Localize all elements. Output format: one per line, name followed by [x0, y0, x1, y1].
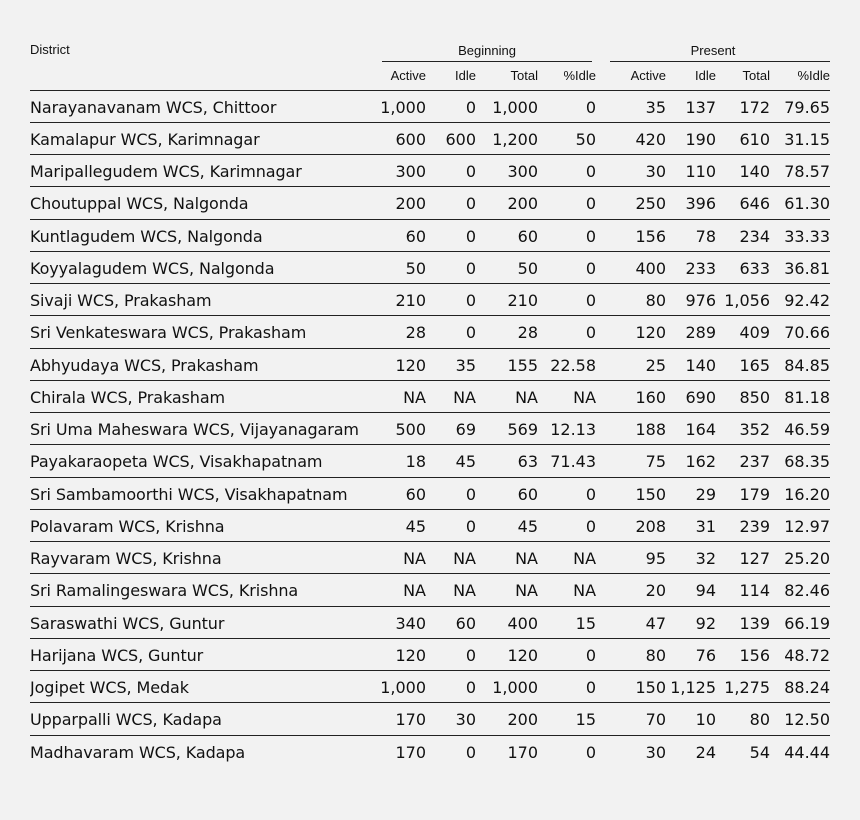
beginning-total-cell: 569 — [476, 413, 538, 445]
table-row — [30, 445, 830, 477]
beginning-pct-idle-cell: 0 — [538, 187, 596, 219]
present-active-cell: 70 — [596, 703, 666, 735]
beginning-idle-cell: 600 — [426, 122, 476, 154]
present-pct-idle-cell: 16.20 — [770, 477, 830, 509]
present-idle-cell: 164 — [666, 413, 716, 445]
present-idle-cell: 29 — [666, 477, 716, 509]
present-pct-idle-cell: 61.30 — [770, 187, 830, 219]
beginning-pct-idle-cell: 0 — [538, 509, 596, 541]
present-idle-cell: 32 — [666, 542, 716, 574]
present-total-cell: 172 — [716, 90, 770, 122]
district-cell: Sri Venkateswara WCS, Prakasham — [30, 316, 378, 348]
beginning-idle-cell: 0 — [426, 477, 476, 509]
district-cell: Narayanavanam WCS, Chittoor — [30, 90, 378, 122]
present-idle-cell: 1,125 — [666, 671, 716, 703]
present-active-cell: 75 — [596, 445, 666, 477]
beginning-active-cell: 340 — [378, 606, 426, 638]
beginning-active-cell: NA — [378, 542, 426, 574]
present-pct-idle-cell: 31.15 — [770, 122, 830, 154]
beginning-group-label: Beginning — [458, 43, 516, 58]
beginning-active-cell: 170 — [378, 703, 426, 735]
beginning-idle-cell: 60 — [426, 606, 476, 638]
present-pct-idle-cell: 81.18 — [770, 380, 830, 412]
present-active-cell: 156 — [596, 219, 666, 251]
present-pct-idle-cell: 12.97 — [770, 509, 830, 541]
present-idle-cell: 110 — [666, 155, 716, 187]
beginning-total-cell: 200 — [476, 703, 538, 735]
beginning-pct-idle-cell: 0 — [585, 742, 597, 762]
present-total-cell: 139 — [716, 606, 770, 638]
beginning-active-cell: 120 — [378, 638, 426, 670]
present-idle-cell: 76 — [666, 638, 716, 670]
present-active-cell: 30 — [645, 742, 667, 762]
beginning-pct-idle-cell: 0 — [538, 155, 596, 187]
present-total-cell: 156 — [716, 638, 770, 670]
present-active-cell: 208 — [596, 509, 666, 541]
beginning-active-cell: 170 — [395, 742, 426, 762]
district-cell: Maripallegudem WCS, Karimnagar — [30, 155, 378, 187]
beginning-pct-idle-cell: NA — [538, 574, 596, 606]
beginning-pct-idle-cell: 15 — [538, 606, 596, 638]
present-active-cell: 250 — [596, 187, 666, 219]
present-idle-cell: 690 — [666, 380, 716, 412]
district-cell: Sivaji WCS, Prakasham — [30, 284, 378, 316]
header-row-subcolumns — [30, 62, 830, 90]
present-pct-idle-cell: 92.42 — [770, 284, 830, 316]
beginning-active-header: Active — [378, 62, 426, 90]
district-cell: Kuntlagudem WCS, Nalgonda — [30, 219, 378, 251]
present-active-cell: 420 — [596, 122, 666, 154]
table-row — [30, 284, 830, 316]
beginning-total-cell: 1,200 — [476, 122, 538, 154]
present-total-cell: 610 — [716, 122, 770, 154]
present-pct-idle-header: %Idle — [770, 62, 830, 90]
district-cell: Payakaraopeta WCS, Visakhapatnam — [30, 445, 378, 477]
district-subheader-blank — [30, 62, 378, 90]
beginning-active-cell: 1,000 — [378, 90, 426, 122]
beginning-total-cell: 1,000 — [476, 671, 538, 703]
present-active-cell: 400 — [596, 251, 666, 283]
beginning-idle-cell: NA — [426, 542, 476, 574]
present-total-cell: 165 — [716, 348, 770, 380]
beginning-idle-cell: 45 — [426, 445, 476, 477]
present-total-cell: 179 — [716, 477, 770, 509]
present-total-cell: 633 — [716, 251, 770, 283]
present-idle-cell: 94 — [666, 574, 716, 606]
beginning-idle-cell: 0 — [426, 316, 476, 348]
district-cell: Upparpalli WCS, Kadapa — [30, 703, 378, 735]
table-row — [30, 122, 830, 154]
table-row — [30, 509, 830, 541]
beginning-idle-cell: 69 — [426, 413, 476, 445]
beginning-idle-cell: 0 — [426, 155, 476, 187]
present-total-cell: 850 — [716, 380, 770, 412]
present-total-cell: 114 — [716, 574, 770, 606]
table-row — [30, 606, 830, 638]
beginning-active-cell: NA — [378, 574, 426, 606]
beginning-pct-idle-cell: 0 — [538, 671, 596, 703]
beginning-idle-cell: 0 — [426, 219, 476, 251]
beginning-active-cell: 28 — [378, 316, 426, 348]
present-total-cell: 80 — [716, 703, 770, 735]
present-total-cell: 646 — [716, 187, 770, 219]
beginning-total-cell: NA — [476, 574, 538, 606]
present-idle-cell: 190 — [666, 122, 716, 154]
beginning-active-cell: 210 — [378, 284, 426, 316]
beginning-active-cell: 300 — [378, 155, 426, 187]
beginning-group-header — [378, 38, 596, 62]
beginning-idle-cell: 0 — [426, 251, 476, 283]
beginning-active-cell: 50 — [378, 251, 426, 283]
beginning-idle-cell: 0 — [426, 638, 476, 670]
beginning-total-header: Total — [476, 62, 538, 90]
district-cell: Saraswathi WCS, Guntur — [30, 606, 378, 638]
beginning-total-cell: 170 — [507, 742, 538, 762]
beginning-active-cell: 120 — [378, 348, 426, 380]
beginning-pct-idle-cell: 0 — [538, 284, 596, 316]
present-pct-idle-cell: 70.66 — [770, 316, 830, 348]
beginning-total-cell: 50 — [476, 251, 538, 283]
beginning-total-cell: 60 — [476, 477, 538, 509]
present-group-header — [596, 38, 830, 62]
table-row — [30, 413, 830, 445]
district-column-header: District — [30, 42, 70, 57]
beginning-pct-idle-cell: 0 — [538, 316, 596, 348]
district-cell: Harijana WCS, Guntur — [30, 638, 378, 670]
beginning-total-cell: 400 — [476, 606, 538, 638]
present-active-cell: 160 — [596, 380, 666, 412]
beginning-pct-idle-cell: 22.58 — [538, 348, 596, 380]
present-pct-idle-cell: 36.81 — [770, 251, 830, 283]
beginning-active-cell: NA — [378, 380, 426, 412]
present-pct-idle-cell: 79.65 — [770, 90, 830, 122]
table-row — [30, 219, 830, 251]
present-total-cell: 352 — [716, 413, 770, 445]
table-row — [30, 380, 830, 412]
present-active-cell: 80 — [596, 284, 666, 316]
beginning-idle-cell: 0 — [426, 509, 476, 541]
table-header — [30, 38, 830, 90]
district-cell: Madhavaram WCS, Kadapa — [30, 742, 246, 762]
beginning-active-cell: 1,000 — [378, 671, 426, 703]
present-active-cell: 120 — [596, 316, 666, 348]
present-active-cell: 188 — [596, 413, 666, 445]
present-pct-idle-cell: 82.46 — [770, 574, 830, 606]
table-row — [30, 735, 830, 767]
present-active-cell: 20 — [596, 574, 666, 606]
beginning-active-cell: 60 — [378, 477, 426, 509]
beginning-pct-idle-cell: 0 — [538, 477, 596, 509]
present-active-cell: 30 — [596, 155, 666, 187]
district-cell: Jogipet WCS, Medak — [30, 671, 378, 703]
beginning-pct-idle-cell: 71.43 — [538, 445, 596, 477]
table-body — [30, 90, 830, 767]
district-cell: Rayvaram WCS, Krishna — [30, 542, 378, 574]
district-cell: Sri Sambamoorthi WCS, Visakhapatnam — [30, 477, 378, 509]
beginning-pct-idle-cell: NA — [538, 542, 596, 574]
table-row — [30, 703, 830, 735]
present-pct-idle-cell: 25.20 — [770, 542, 830, 574]
table-row — [30, 574, 830, 606]
beginning-total-cell: 120 — [476, 638, 538, 670]
present-idle-cell: 140 — [666, 348, 716, 380]
district-cell: Choutuppal WCS, Nalgonda — [30, 187, 378, 219]
present-total-cell: 127 — [716, 542, 770, 574]
wcs-idle-table — [30, 38, 830, 767]
beginning-idle-cell: 0 — [426, 284, 476, 316]
beginning-idle-cell: 0 — [426, 671, 476, 703]
beginning-pct-idle-cell: 50 — [538, 122, 596, 154]
present-group-label: Present — [690, 43, 736, 58]
present-idle-cell: 24 — [695, 742, 717, 762]
beginning-total-cell: 60 — [476, 219, 538, 251]
beginning-total-cell: 200 — [476, 187, 538, 219]
header-row-groups — [30, 38, 830, 62]
present-idle-cell: 31 — [666, 509, 716, 541]
beginning-active-cell: 600 — [378, 122, 426, 154]
present-pct-idle-cell: 68.35 — [770, 445, 830, 477]
present-pct-idle-cell: 33.33 — [770, 219, 830, 251]
beginning-total-cell: 300 — [476, 155, 538, 187]
present-pct-idle-cell: 66.19 — [770, 606, 830, 638]
table-row — [30, 348, 830, 380]
present-active-cell: 95 — [596, 542, 666, 574]
beginning-idle-cell: 30 — [426, 703, 476, 735]
beginning-pct-idle-cell: 0 — [538, 219, 596, 251]
district-cell: Chirala WCS, Prakasham — [30, 380, 378, 412]
beginning-idle-cell: 0 — [465, 742, 476, 762]
beginning-group-rule — [382, 61, 592, 62]
beginning-total-cell: 210 — [476, 284, 538, 316]
present-pct-idle-cell: 78.57 — [770, 155, 830, 187]
present-idle-cell: 396 — [666, 187, 716, 219]
present-active-cell: 25 — [596, 348, 666, 380]
beginning-active-cell: 18 — [378, 445, 426, 477]
table-row — [30, 187, 830, 219]
present-pct-idle-cell: 48.72 — [770, 638, 830, 670]
beginning-idle-cell: 35 — [426, 348, 476, 380]
present-pct-idle-cell: 88.24 — [770, 671, 830, 703]
district-cell: Koyyalagudem WCS, Nalgonda — [30, 251, 378, 283]
present-pct-idle-cell: 46.59 — [770, 413, 830, 445]
present-total-header: Total — [716, 62, 770, 90]
present-idle-cell: 289 — [666, 316, 716, 348]
beginning-total-cell: 63 — [476, 445, 538, 477]
beginning-active-cell: 60 — [378, 219, 426, 251]
present-idle-cell: 92 — [666, 606, 716, 638]
beginning-total-cell: NA — [476, 542, 538, 574]
beginning-pct-idle-cell: NA — [538, 380, 596, 412]
present-active-cell: 47 — [596, 606, 666, 638]
beginning-total-cell: 28 — [476, 316, 538, 348]
present-total-cell: 237 — [716, 445, 770, 477]
beginning-pct-idle-cell: 15 — [538, 703, 596, 735]
present-pct-idle-cell: 12.50 — [770, 703, 830, 735]
present-active-cell: 35 — [596, 90, 666, 122]
beginning-pct-idle-cell: 12.13 — [538, 413, 596, 445]
beginning-idle-cell: 0 — [426, 187, 476, 219]
district-cell: Abhyudaya WCS, Prakasham — [30, 348, 378, 380]
present-idle-cell: 78 — [666, 219, 716, 251]
present-idle-cell: 976 — [666, 284, 716, 316]
beginning-active-cell: 45 — [378, 509, 426, 541]
present-total-cell: 239 — [716, 509, 770, 541]
beginning-total-cell: 45 — [476, 509, 538, 541]
table-row — [30, 638, 830, 670]
district-cell: Kamalapur WCS, Karimnagar — [30, 122, 378, 154]
table-row — [30, 477, 830, 509]
present-total-cell: 1,275 — [716, 671, 770, 703]
present-idle-cell: 162 — [666, 445, 716, 477]
present-idle-header: Idle — [666, 62, 716, 90]
district-cell: Polavaram WCS, Krishna — [30, 509, 378, 541]
table-row — [30, 542, 830, 574]
present-active-cell: 150 — [596, 671, 666, 703]
beginning-active-cell: 500 — [378, 413, 426, 445]
present-idle-cell: 137 — [666, 90, 716, 122]
beginning-total-cell: 155 — [476, 348, 538, 380]
present-total-cell: 1,056 — [716, 284, 770, 316]
beginning-pct-idle-header: %Idle — [538, 62, 596, 90]
present-group-rule — [610, 61, 830, 62]
beginning-total-cell: 1,000 — [476, 90, 538, 122]
beginning-pct-idle-cell: 0 — [538, 90, 596, 122]
beginning-pct-idle-cell: 0 — [538, 638, 596, 670]
present-idle-cell: 233 — [666, 251, 716, 283]
present-pct-idle-cell: 84.85 — [770, 348, 830, 380]
beginning-idle-header: Idle — [426, 62, 476, 90]
district-cell: Sri Uma Maheswara WCS, Vijayanagaram — [30, 413, 378, 445]
present-total-cell: 54 — [749, 742, 771, 762]
present-total-cell: 234 — [716, 219, 770, 251]
table-row — [30, 251, 830, 283]
present-active-cell: 80 — [596, 638, 666, 670]
present-idle-cell: 10 — [666, 703, 716, 735]
present-pct-idle-cell: 44.44 — [784, 742, 831, 762]
table-row — [30, 90, 830, 122]
table-row — [30, 155, 830, 187]
present-total-cell: 140 — [716, 155, 770, 187]
beginning-total-cell: NA — [476, 380, 538, 412]
present-active-cell: 150 — [596, 477, 666, 509]
beginning-active-cell: 200 — [378, 187, 426, 219]
table-row — [30, 316, 830, 348]
beginning-idle-cell: NA — [426, 574, 476, 606]
beginning-pct-idle-cell: 0 — [538, 251, 596, 283]
present-active-header: Active — [596, 62, 666, 90]
district-cell: Sri Ramalingeswara WCS, Krishna — [30, 574, 378, 606]
beginning-idle-cell: NA — [426, 380, 476, 412]
beginning-idle-cell: 0 — [426, 90, 476, 122]
present-total-cell: 409 — [716, 316, 770, 348]
table-row — [30, 671, 830, 703]
